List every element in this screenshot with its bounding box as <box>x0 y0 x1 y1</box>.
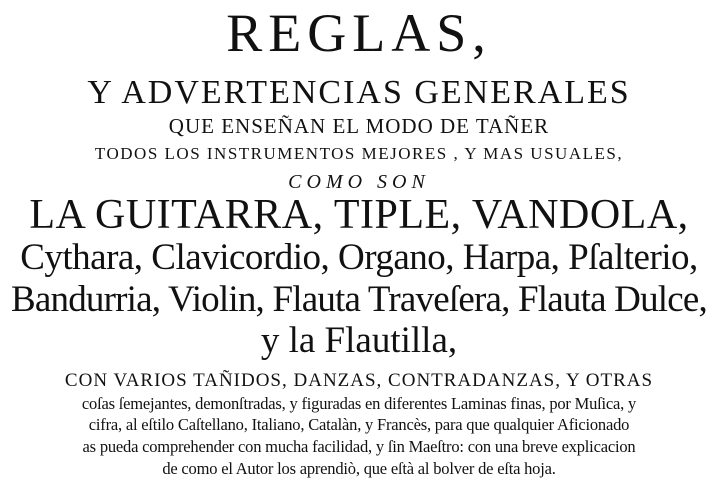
description-line-4: as pueda comprehender con mucha facilidad, y ſin Maeſtro: con una breve explicacion <box>82 437 636 456</box>
instruments-line-1: LA GUITARRA, TIPLE, VANDOLA, <box>29 192 689 238</box>
title-line-3: QUE ENSEÑAN EL MODO DE TAÑER <box>168 114 550 138</box>
main-title: REGLAS, <box>226 3 492 63</box>
description-line-3: cifra, al eſtilo Caſtellano, Italiano, Catalàn, y Francès, para que qualquier Aficionado <box>88 415 630 434</box>
description-line-5: de como el Autor los aprendiò, que eſtà al bolver de eſta hoja. <box>162 459 556 478</box>
subtitle: Y ADVERTENCIAS GENERALES <box>87 74 631 111</box>
description-line-1: CON VARIOS TAÑIDOS, DANZAS, CONTRADANZAS, Y OTRAS <box>64 370 654 391</box>
instruments-line-2: Cythara, Clavicordio, Organo, Harpa, Pſalterio, <box>20 237 698 278</box>
description-line-2: coſas ſemejantes, demonſtradas, y figuradas en diferentes Laminas finas, por Muſica, y <box>81 394 637 413</box>
title-line-5: COMO SON <box>288 171 430 193</box>
instruments-line-4: y la Flautilla, <box>260 320 458 361</box>
title-line-4: TODOS LOS INSTRUMENTOS MEJORES , Y MAS USUALES, <box>94 144 624 163</box>
instruments-line-3: Bandurria, Violin, Flauta Traveſera, Flauta Dulce, <box>11 279 707 320</box>
